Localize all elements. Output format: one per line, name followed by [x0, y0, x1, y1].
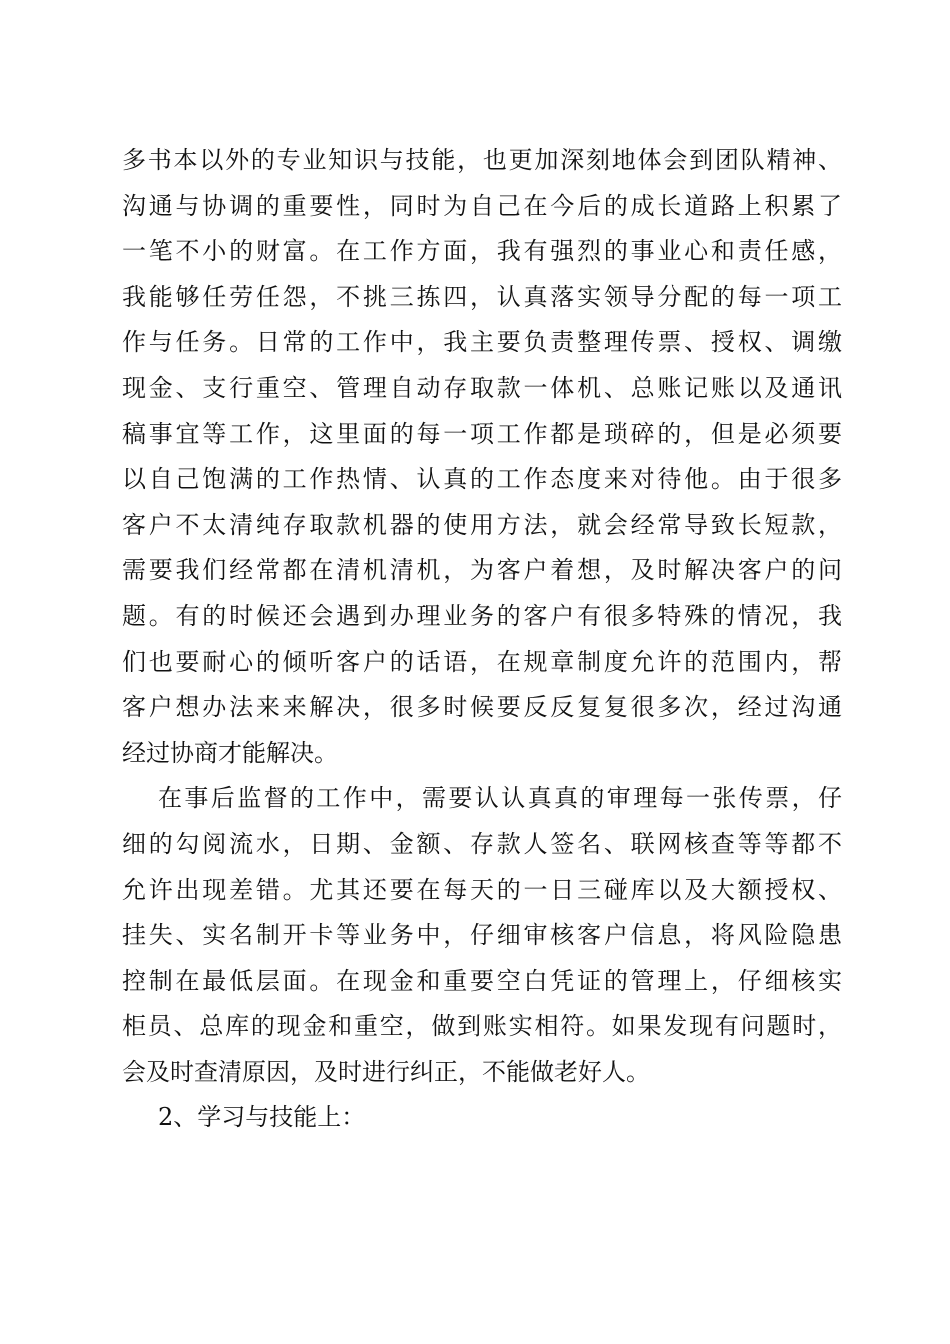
paragraph-supervision [122, 776, 842, 1095]
text-line: 柜员、总库的现金和重空，做到账实相符。如果发现有问题时， [122, 1012, 842, 1041]
text-line: 稿事宜等工作，这里面的每一项工作都是琐碎的，但是必须要 [122, 419, 842, 448]
text-line: 作与任务。日常的工作中，我主要负责整理传票、授权、调缴 [122, 328, 842, 357]
text-line: 控制在最低层面。在现金和重要空白凭证的管理上，仔细核实 [122, 966, 842, 995]
text-line: 挂失、实名制开卡等业务中，仔细审核客户信息，将风险隐患 [122, 921, 842, 950]
text-line: 一笔不小的财富。在工作方面，我有强烈的事业心和责任感， [122, 237, 842, 266]
text-line: 客户想办法来来解决，很多时候要反反复复很多次，经过沟通 [122, 693, 842, 722]
text-line: 细的勾阅流水，日期、金额、存款人签名、联网核查等等都不 [122, 829, 842, 858]
text-line: 需要我们经常都在清机清机，为客户着想，及时解决客户的问 [122, 556, 842, 585]
text-line: 允许出现差错。尤其还要在每天的一日三碰库以及大额授权、 [122, 875, 842, 904]
paragraph-work-duties [122, 138, 842, 776]
text-line: 题。有的时候还会遇到办理业务的客户有很多特殊的情况，我 [122, 601, 842, 630]
text-line: 多书本以外的专业知识与技能，也更加深刻地体会到团队精神、 [122, 146, 842, 174]
text-line: 以自己饱满的工作热情、认真的工作态度来对待他。由于很多 [122, 465, 842, 494]
text-line: 在事后监督的工作中，需要认认真真的审理每一张传票，仔 [158, 784, 842, 813]
section-heading: 2、学习与技能上： [158, 1103, 366, 1132]
text-line: 我能够任劳任怨，不挑三拣四，认真落实领导分配的每一项工 [122, 282, 842, 311]
text-line: 客户不太清纯存取款机器的使用方法，就会经常导致长短款， [122, 510, 842, 539]
text-line: 们也要耐心的倾听客户的话语，在规章制度允许的范围内，帮 [122, 647, 842, 676]
text-line: 现金、支行重空、管理自动存取款一体机、总账记账以及通讯 [122, 373, 842, 402]
text-line: 经过协商才能解决。 [122, 738, 338, 767]
text-line: 沟通与协调的重要性，同时为自己在今后的成长道路上积累了 [122, 191, 842, 220]
text-line: 会及时查清原因，及时进行纠正，不能做老好人。 [122, 1057, 650, 1086]
section-heading-learning-skills [122, 1095, 842, 1141]
document-body [122, 138, 842, 1141]
